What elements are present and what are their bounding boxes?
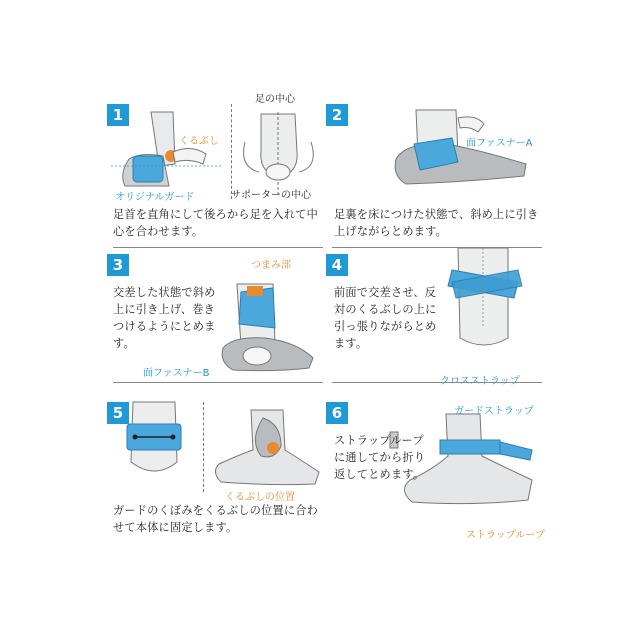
- step-number: 2: [326, 104, 348, 126]
- step-separator: [332, 382, 542, 383]
- step-5-text: ガードのくぼみをくるぶしの位置に合わせて本体に固定します。: [113, 504, 318, 534]
- step-4-illustration: [434, 248, 534, 358]
- step-6-text: ストラップループに通してから折り返してとめます。: [334, 434, 426, 481]
- step-2-text: 足裏を床につけた状態で、斜め上に引き上げながらとめます。: [334, 208, 539, 238]
- step-3-panel: [107, 254, 317, 404]
- step-1-panel: [107, 94, 318, 254]
- label-ankle: くるぶし: [179, 136, 219, 147]
- label-original-guard: オリジナルガード: [115, 192, 195, 203]
- step-2-panel: [326, 104, 539, 254]
- label-foot-center: 足の中心: [255, 94, 295, 105]
- step-3-text: 交差した状態で斜め上に引き上げ、巻きつけるようにとめます。: [113, 286, 216, 350]
- step-5-front-illustration: [113, 402, 193, 492]
- label-guard-strap: ガードストラップ: [454, 406, 534, 417]
- step-number: 3: [107, 254, 129, 276]
- step-number: 5: [107, 402, 129, 424]
- step-2-illustration: [386, 104, 536, 199]
- label-fastener-a: 面ファスナーA: [466, 138, 533, 149]
- step-5-panel: [107, 402, 317, 552]
- step-6-panel: [326, 402, 545, 552]
- label-supporter-center: サポーターの中心: [231, 190, 311, 201]
- step-separator: [113, 247, 323, 248]
- step-number: 6: [326, 402, 348, 424]
- step-3-illustration: [217, 264, 317, 389]
- step-1-divider: [231, 104, 232, 199]
- step-4-panel: [326, 254, 536, 404]
- step-1-side-illustration: [111, 104, 221, 199]
- label-fastener-b: 面ファスナーB: [143, 368, 210, 379]
- step-4-text: 前面で交差させ、反対のくるぶしの上に引っ張りながらとめます。: [334, 286, 437, 350]
- step-number: 1: [107, 104, 129, 126]
- step-5-divider: [203, 402, 204, 492]
- label-tab: つまみ部: [251, 260, 291, 271]
- label-ankle-position: くるぶしの位置: [225, 492, 295, 503]
- label-strap-loop: ストラップループ: [466, 530, 545, 541]
- step-number: 4: [326, 254, 348, 276]
- step-5-side-illustration: [211, 410, 321, 490]
- step-separator: [113, 382, 323, 383]
- step-1-text: 足首を直角にして後ろから足を入れて中心を合わせます。: [113, 208, 318, 238]
- label-cross-strap: [440, 372, 520, 387]
